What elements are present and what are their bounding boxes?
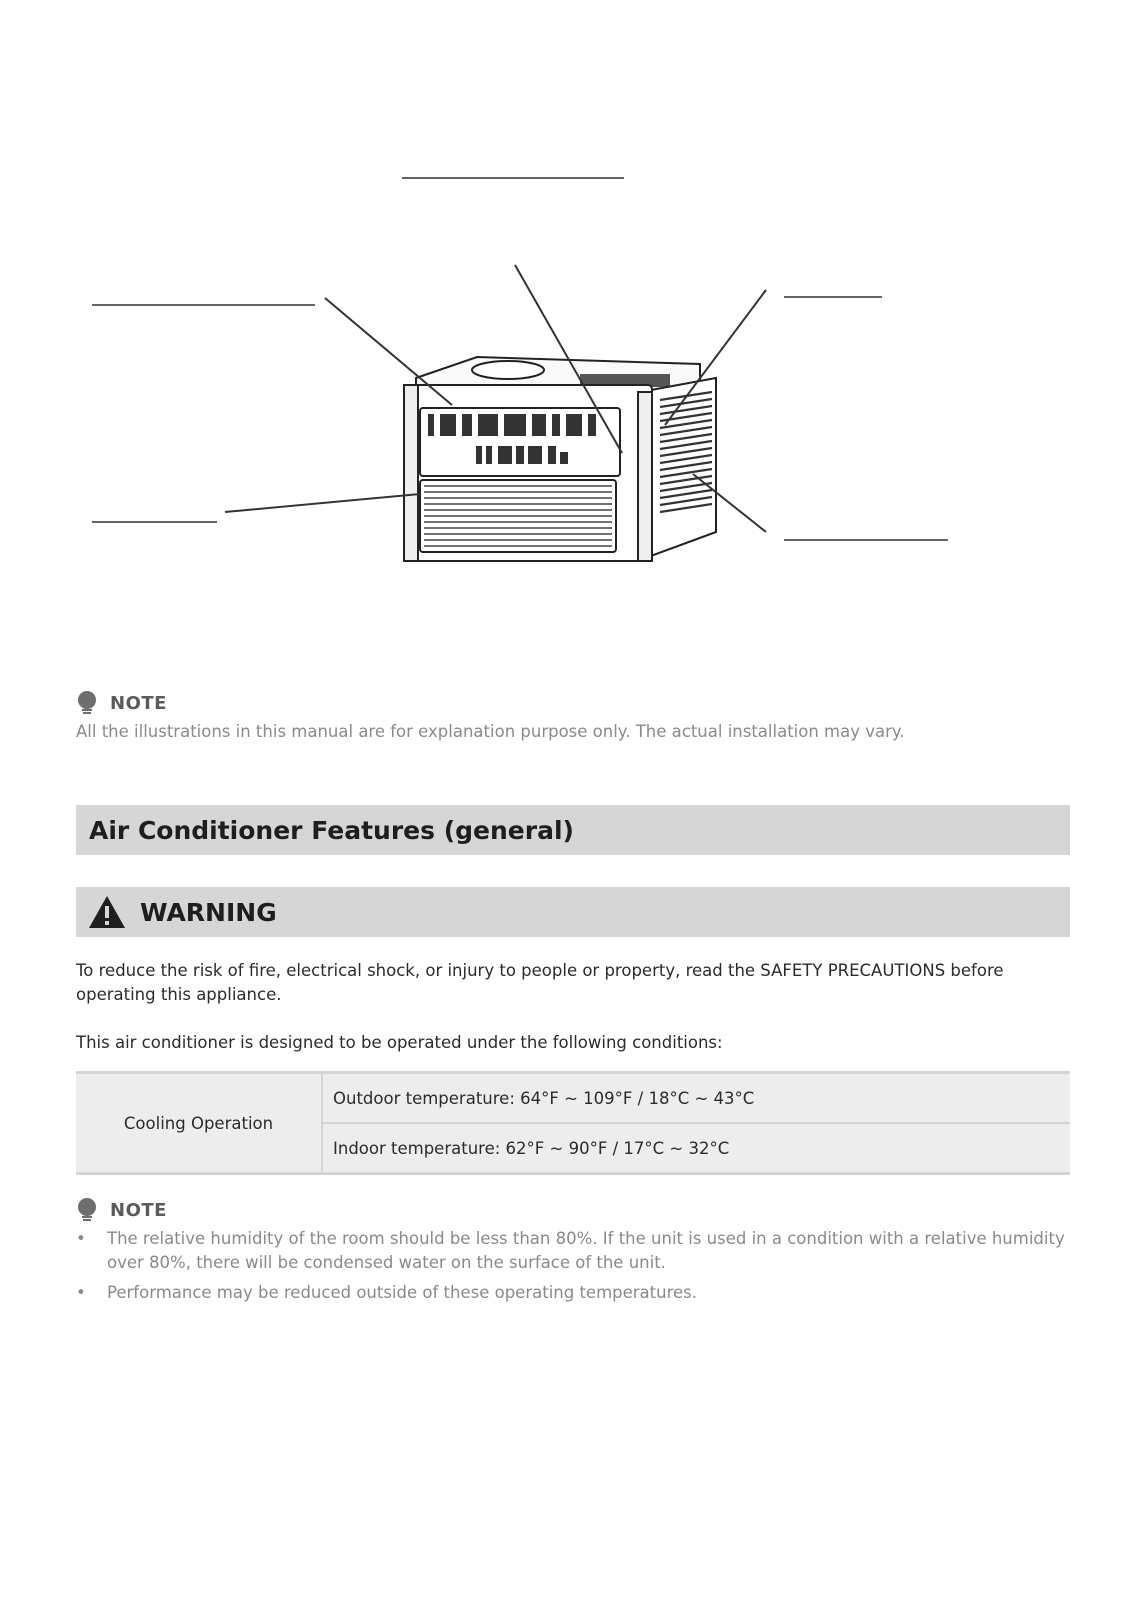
note-heading-2 xyxy=(76,1198,167,1222)
air-conditioner-diagram xyxy=(0,0,1147,620)
indoor-temperature-cell: Indoor temperature: 62°F ~ 90°F / 17°C ~ 32°C xyxy=(333,1138,730,1158)
outdoor-temperature-cell: Outdoor temperature: 64°F ~ 109°F / 18°C ~ 43°C xyxy=(322,1073,1070,1124)
operation-cell: Cooling Operation xyxy=(76,1073,322,1174)
note-bullet-text: Performance may be reduced outside of these operating temperatures. xyxy=(107,1283,698,1302)
note-text: All the illustrations in this manual are for explanation purpose only. The actual installation may vary. xyxy=(76,722,905,741)
note-heading-label: NOTE xyxy=(110,692,167,714)
leader-line-left-upper xyxy=(325,298,452,405)
note-heading-label-2: NOTE xyxy=(110,1199,167,1221)
warning-text: To reduce the risk of fire, electrical shock, or injury to people or property, read the SAFETY PRECAUTIONS before operating this appliance. xyxy=(76,961,1004,1004)
unit-top-vent xyxy=(472,361,544,379)
note-heading xyxy=(76,691,167,715)
list-item xyxy=(76,1227,1066,1275)
list-item xyxy=(76,1281,1066,1305)
leader-line-left-lower xyxy=(225,494,420,512)
section-banner xyxy=(76,805,1070,855)
conditions-intro: This air conditioner is designed to be operated under the following conditions: xyxy=(76,1033,723,1052)
section-title: Air Conditioner Features (general) xyxy=(89,815,574,845)
warning-banner xyxy=(76,887,1070,937)
bullet-icon: • xyxy=(76,1229,86,1248)
lightbulb-icon xyxy=(76,691,98,715)
note-bullet-list xyxy=(76,1227,1066,1311)
unit-side-strip-right xyxy=(638,392,652,561)
lightbulb-icon xyxy=(76,1198,98,1222)
bullet-icon: • xyxy=(76,1283,86,1302)
unit-side-strip xyxy=(404,385,418,561)
operating-conditions-table xyxy=(76,1071,1070,1175)
air-conditioner-unit-drawing xyxy=(404,357,716,561)
warning-triangle-icon xyxy=(88,895,126,929)
note-bullet-text: The relative humidity of the room should be less than 80%. If the unit is used in a condition with a relative humidity over 80%, there will be condensed water on the surface of the unit. xyxy=(107,1229,1065,1272)
table-row xyxy=(76,1073,1070,1124)
warning-title: WARNING xyxy=(140,897,277,927)
